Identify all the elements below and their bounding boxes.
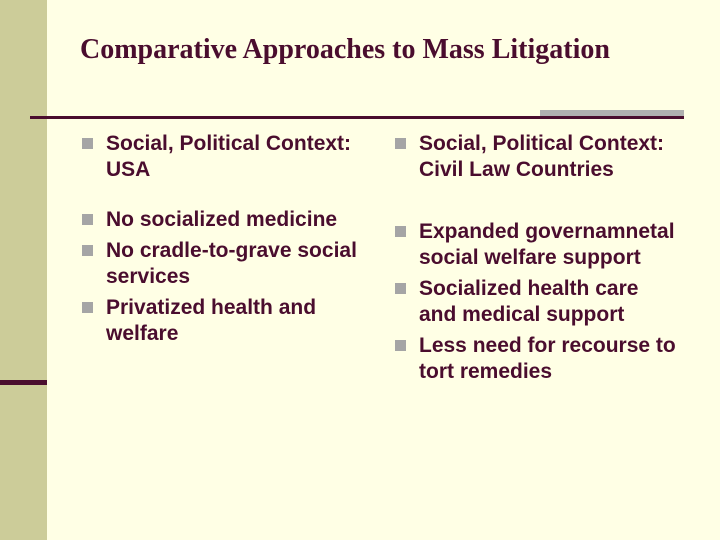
list-item [82, 207, 357, 233]
list-item-text: No socialized medicine [106, 208, 338, 231]
square-bullet-icon [395, 283, 406, 294]
list-item [395, 276, 680, 328]
right-heading: Social, Political Context: Civil Law Countries [419, 132, 665, 181]
left-heading: Social, Political Context: USA [106, 132, 352, 181]
square-bullet-icon [82, 245, 93, 256]
right-column [395, 131, 680, 385]
list-item [395, 333, 680, 385]
left-heading-item [82, 131, 357, 183]
square-bullet-icon [395, 138, 406, 149]
side-bar-decoration [0, 0, 47, 540]
side-bar-accent [0, 380, 47, 385]
square-bullet-icon [82, 214, 93, 225]
square-bullet-icon [395, 340, 406, 351]
list-item [395, 219, 680, 271]
list-item [82, 295, 357, 347]
list-item [82, 238, 357, 290]
right-heading-item [395, 131, 680, 183]
list-item-text: Less need for recourse to tort remedies [419, 334, 676, 383]
square-bullet-icon [395, 226, 406, 237]
square-bullet-icon [82, 302, 93, 313]
list-item-text: Privatized health and welfare [106, 296, 317, 345]
title-divider [30, 116, 684, 119]
list-item-text: Expanded governamnetal social welfare support [419, 220, 675, 269]
square-bullet-icon [82, 138, 93, 149]
list-item-text: No cradle-to-grave social services [106, 239, 357, 288]
left-column [82, 131, 357, 347]
slide-title: Comparative Approaches to Mass Litigation [80, 34, 610, 65]
list-item-text: Socialized health care and medical support [419, 277, 639, 326]
